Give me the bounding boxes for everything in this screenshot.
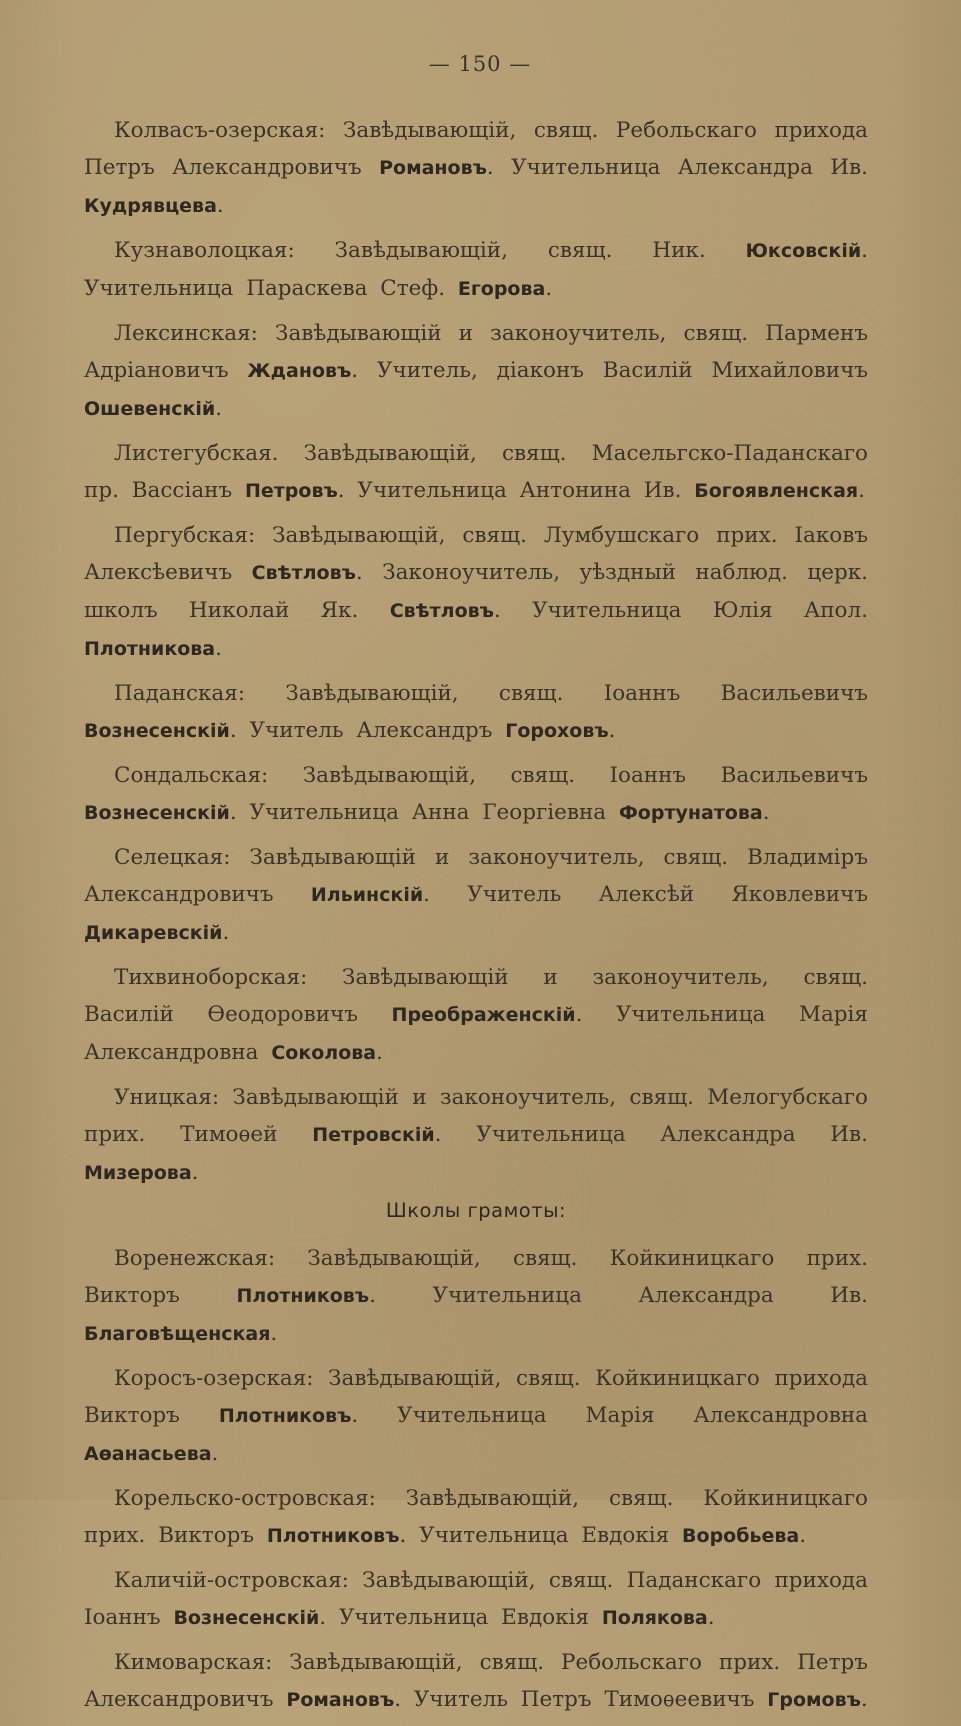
section-heading: Школы грамоты: <box>385 1199 567 1222</box>
entry-text: . <box>799 1523 807 1548</box>
entry-text: Тихвиноборская: Завѣдывающій и законоучитель, свящ. Василій Ѳеодоровичъ <box>84 965 868 1027</box>
school-entry-tikhvinoborskaya <box>84 959 868 1072</box>
surname: Вознесенскій <box>84 802 230 824</box>
surname: Петровъ <box>245 480 338 502</box>
entry-text: . Учитель Александръ <box>229 718 506 743</box>
entry-text: . <box>216 193 224 218</box>
surname: Громовъ <box>767 1689 861 1711</box>
surname: Ильинскій <box>310 884 424 906</box>
surname: Свѣтловъ <box>389 600 494 622</box>
surname: Преображенскій <box>391 1004 576 1026</box>
school-entry-kuznavolotskaya <box>84 232 868 308</box>
entry-text: Кузнаволоцкая: Завѣдывающій, свящ. Ник. <box>114 238 746 263</box>
school-entry-kalichiy-ostrovskaya <box>84 1562 868 1637</box>
entry-text: Каличій-островская: Завѣдывающій, свящ. Паданскаго прихода Іоаннъ <box>84 1568 868 1630</box>
entry-text: . <box>191 1160 199 1185</box>
entry-text: . <box>858 478 865 503</box>
entry-text: . Учительница Анна Георгіевна <box>229 800 619 825</box>
surname: Благовѣщенская <box>84 1323 271 1345</box>
entry-text: . Учительница Антонина Ив. <box>337 478 695 503</box>
surname: Дикаревскій <box>84 922 223 944</box>
entry-text: . <box>215 396 223 421</box>
entry-text: . <box>376 1040 383 1065</box>
entry-text: . <box>222 920 230 945</box>
surname: Ждановъ <box>247 360 352 382</box>
entry-text: . <box>707 1605 715 1630</box>
entry-text: . Учитель Алексѣй Яковлевичъ <box>423 882 868 907</box>
page-number: — 150 — <box>428 52 532 76</box>
entry-text: . <box>270 1321 278 1346</box>
entry-text: . Учительница Александра Ив. <box>486 155 868 180</box>
entry-text: . <box>860 1687 868 1712</box>
entry-text: . Учительница Марія Александровна <box>351 1403 868 1428</box>
surname: Аѳанасьева <box>84 1443 212 1465</box>
school-entry-korelsko-ostrovskaya <box>84 1480 868 1555</box>
surname: Ошевенскій <box>84 398 216 420</box>
school-entry-unitskaya <box>84 1079 868 1192</box>
surname: Соколова <box>271 1042 377 1064</box>
surname: Вознесенскій <box>173 1607 320 1629</box>
school-entry-kolvas-ozerskaya <box>84 112 868 225</box>
school-entry-kimovarskaya <box>84 1644 868 1719</box>
school-entry-seletskaya <box>84 839 868 952</box>
entry-text: Лексинская: Завѣдывающій и законоучитель, свящ. Парменъ Адріановичъ <box>84 321 868 383</box>
entry-text: . Учительница Евдокія <box>399 1523 683 1548</box>
surname: Романовъ <box>379 157 487 179</box>
surname: Кудрявцева <box>84 195 217 217</box>
entry-text: . Учитель Петръ Тимоѳеевичъ <box>394 1687 768 1712</box>
surname: Фортунатова <box>618 802 763 824</box>
school-entry-listegubskaya <box>84 435 868 510</box>
entry-text: . Законоучитель, уѣздный наблюд. церк. школъ Николай Як. <box>84 560 868 623</box>
entry-text: . Учительница Александра Ив. <box>434 1122 868 1147</box>
surname: Полякова <box>601 1607 708 1629</box>
surname: Мизерова <box>84 1162 192 1184</box>
surname: Гороховъ <box>505 720 609 742</box>
entry-text: Воренежская: Завѣдывающій, свящ. Койкиницкаго прих. Викторъ <box>84 1246 868 1308</box>
entry-text: Уницкая: Завѣдывающій и законоучитель, свящ. Мелогубскаго прих. Тимоѳей <box>84 1085 868 1147</box>
surname: Романовъ <box>286 1689 395 1711</box>
entry-text: . <box>215 636 222 661</box>
entry-text: . Учительница Александра Ив. <box>369 1283 868 1308</box>
entry-text: . <box>211 1441 219 1466</box>
entry-text: Пергубская: Завѣдывающій, свящ. Лумбушскаго прих. Іаковъ Алексѣевичъ <box>84 523 868 585</box>
entry-text: . Учительница Юлія Апол. <box>493 598 868 623</box>
surname: Плотникова <box>84 638 216 660</box>
entry-text: Корельско-островская: Завѣдывающій, свящ. Койкиницкаго прих. Викторъ <box>84 1486 868 1548</box>
school-entry-koros-ozerskaya <box>84 1360 868 1473</box>
entry-text: . <box>545 276 553 301</box>
entry-text: . Учительница Параскева Стеф. <box>84 238 868 301</box>
entry-text: Паданская: Завѣдывающій, свящ. Іоаннъ Васильевичъ <box>114 681 868 706</box>
school-entry-vorenezhskaya <box>84 1240 868 1353</box>
school-entry-pergubskaya <box>84 517 868 668</box>
entry-text: . <box>762 800 770 825</box>
surname: Плотниковъ <box>218 1405 352 1427</box>
surname: Вознесенскій <box>84 720 230 742</box>
surname: Егорова <box>457 278 546 300</box>
entry-text: . Учительница Марія Александровна <box>84 1002 868 1065</box>
entry-text: . <box>608 718 616 743</box>
school-entry-sondalskaya <box>84 757 868 832</box>
surname: Плотниковъ <box>236 1285 370 1307</box>
surname: Петровскій <box>312 1124 435 1146</box>
entry-text: . Учительница Евдокія <box>319 1605 602 1630</box>
entry-text: Коросъ-озерская: Завѣдывающій, свящ. Койкиницкаго прихода Викторъ <box>84 1366 868 1428</box>
entry-text: Сондальская: Завѣдывающій, свящ. Іоаннъ Васильевичъ <box>114 763 868 788</box>
entry-text: Колвасъ-озерская: Завѣдывающій, свящ. Ребольскаго прихода Петръ Александровичъ <box>84 118 868 180</box>
surname: Плотниковъ <box>266 1525 400 1547</box>
entry-text: Кимоварская: Завѣдывающій, свящ. Ребольскаго прих. Петръ Александровичъ <box>84 1650 868 1712</box>
surname: Богоявленская <box>694 480 859 502</box>
book-page <box>84 52 868 1726</box>
entry-text: Селецкая: Завѣдывающій и законоучитель, свящ. Владиміръ Александровичъ <box>84 845 868 907</box>
entry-text: Листегубская. Завѣдывающій, свящ. Масельгско-Паданскаго пр. Вассіанъ <box>84 441 868 503</box>
surname: Юксовскій <box>745 240 862 262</box>
surname: Воробьева <box>682 1525 800 1547</box>
surname: Свѣтловъ <box>251 562 356 584</box>
entry-text: . Учитель, діаконъ Василій Михайловичъ <box>351 358 868 383</box>
school-entry-padanskaya <box>84 675 868 750</box>
school-entry-leksinskaya <box>84 315 868 428</box>
